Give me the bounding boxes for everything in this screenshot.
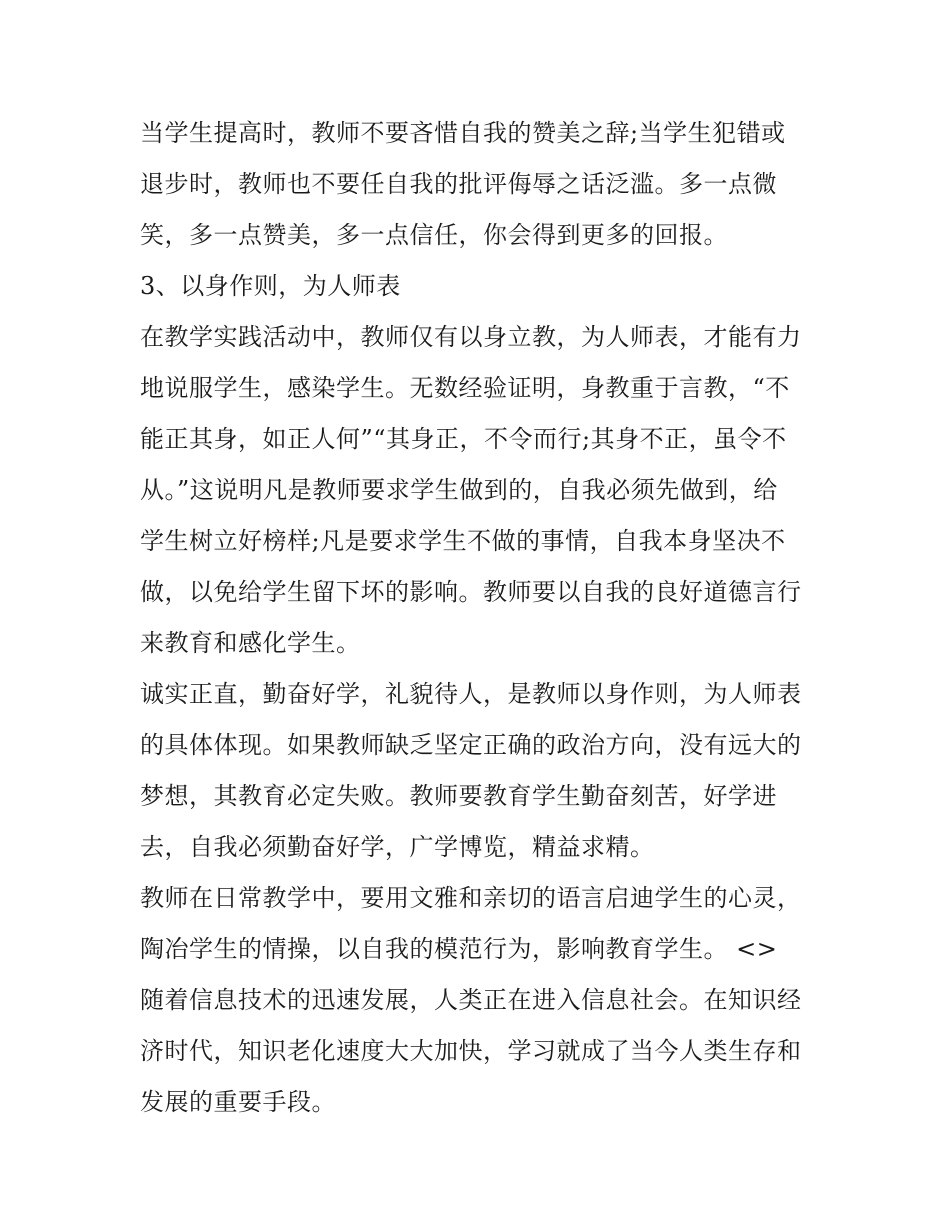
text-line: 济时代，知识老化速度大大加快，学习就成了当今人类生存和 [140, 1037, 802, 1065]
text-line: 梦想，其教育必定失败。教师要教育学生勤奋刻苦，好学进 [140, 782, 777, 810]
text-line: 在教学实践活动中，教师仅有以身立教，为人师表，才能有力 [140, 323, 802, 351]
text-line: 陶冶学生的情操，以自我的模范行为，影响教育学生。 <> [140, 935, 778, 963]
text-line: 笑，多一点赞美，多一点信任，你会得到更多的回报。 [140, 221, 728, 249]
text-line: 来教育和感化学生。 [140, 629, 361, 657]
text-line: 去，自我必须勤奋好学，广学博览，精益求精。 [140, 833, 655, 861]
text-line: 的具体体现。如果教师缺乏坚定正确的政治方向，没有远大的 [140, 731, 802, 759]
text-line: 教师在日常教学中，要用文雅和亲切的语言启迪学生的心灵， [140, 884, 802, 912]
text-line: 随着信息技术的迅速发展，人类正在进入信息社会。在知识经 [140, 986, 802, 1014]
text-line: 从。”这说明凡是教师要求学生做到的，自我必须先做到，给 [140, 476, 778, 504]
text-line: 当学生提高时，教师不要吝惜自我的赞美之辞;当学生犯错或 [140, 119, 786, 147]
text-line: 诚实正直，勤奋好学，礼貌待人，是教师以身作则，为人师表 [140, 680, 802, 708]
text-line: 能正其身，如正人何”“其身正，不令而行;其身不正，虽令不 [140, 425, 787, 453]
document-body [140, 108, 820, 1128]
text-line: 退步时，教师也不要任自我的批评侮辱之话泛滥。多一点微 [140, 170, 777, 198]
text-line: 学生树立好榜样;凡是要求学生不做的事情，自我本身坚决不 [140, 527, 786, 555]
text-line: 做，以免给学生留下坏的影响。教师要以自我的良好道德言行 [140, 578, 802, 606]
text-line: 地说服学生，感染学生。无数经验证明，身教重于言教，“不 [140, 374, 790, 402]
section-heading: 3、以身作则，为人师表 [140, 272, 401, 300]
text-line: 发展的重要手段。 [140, 1088, 336, 1116]
